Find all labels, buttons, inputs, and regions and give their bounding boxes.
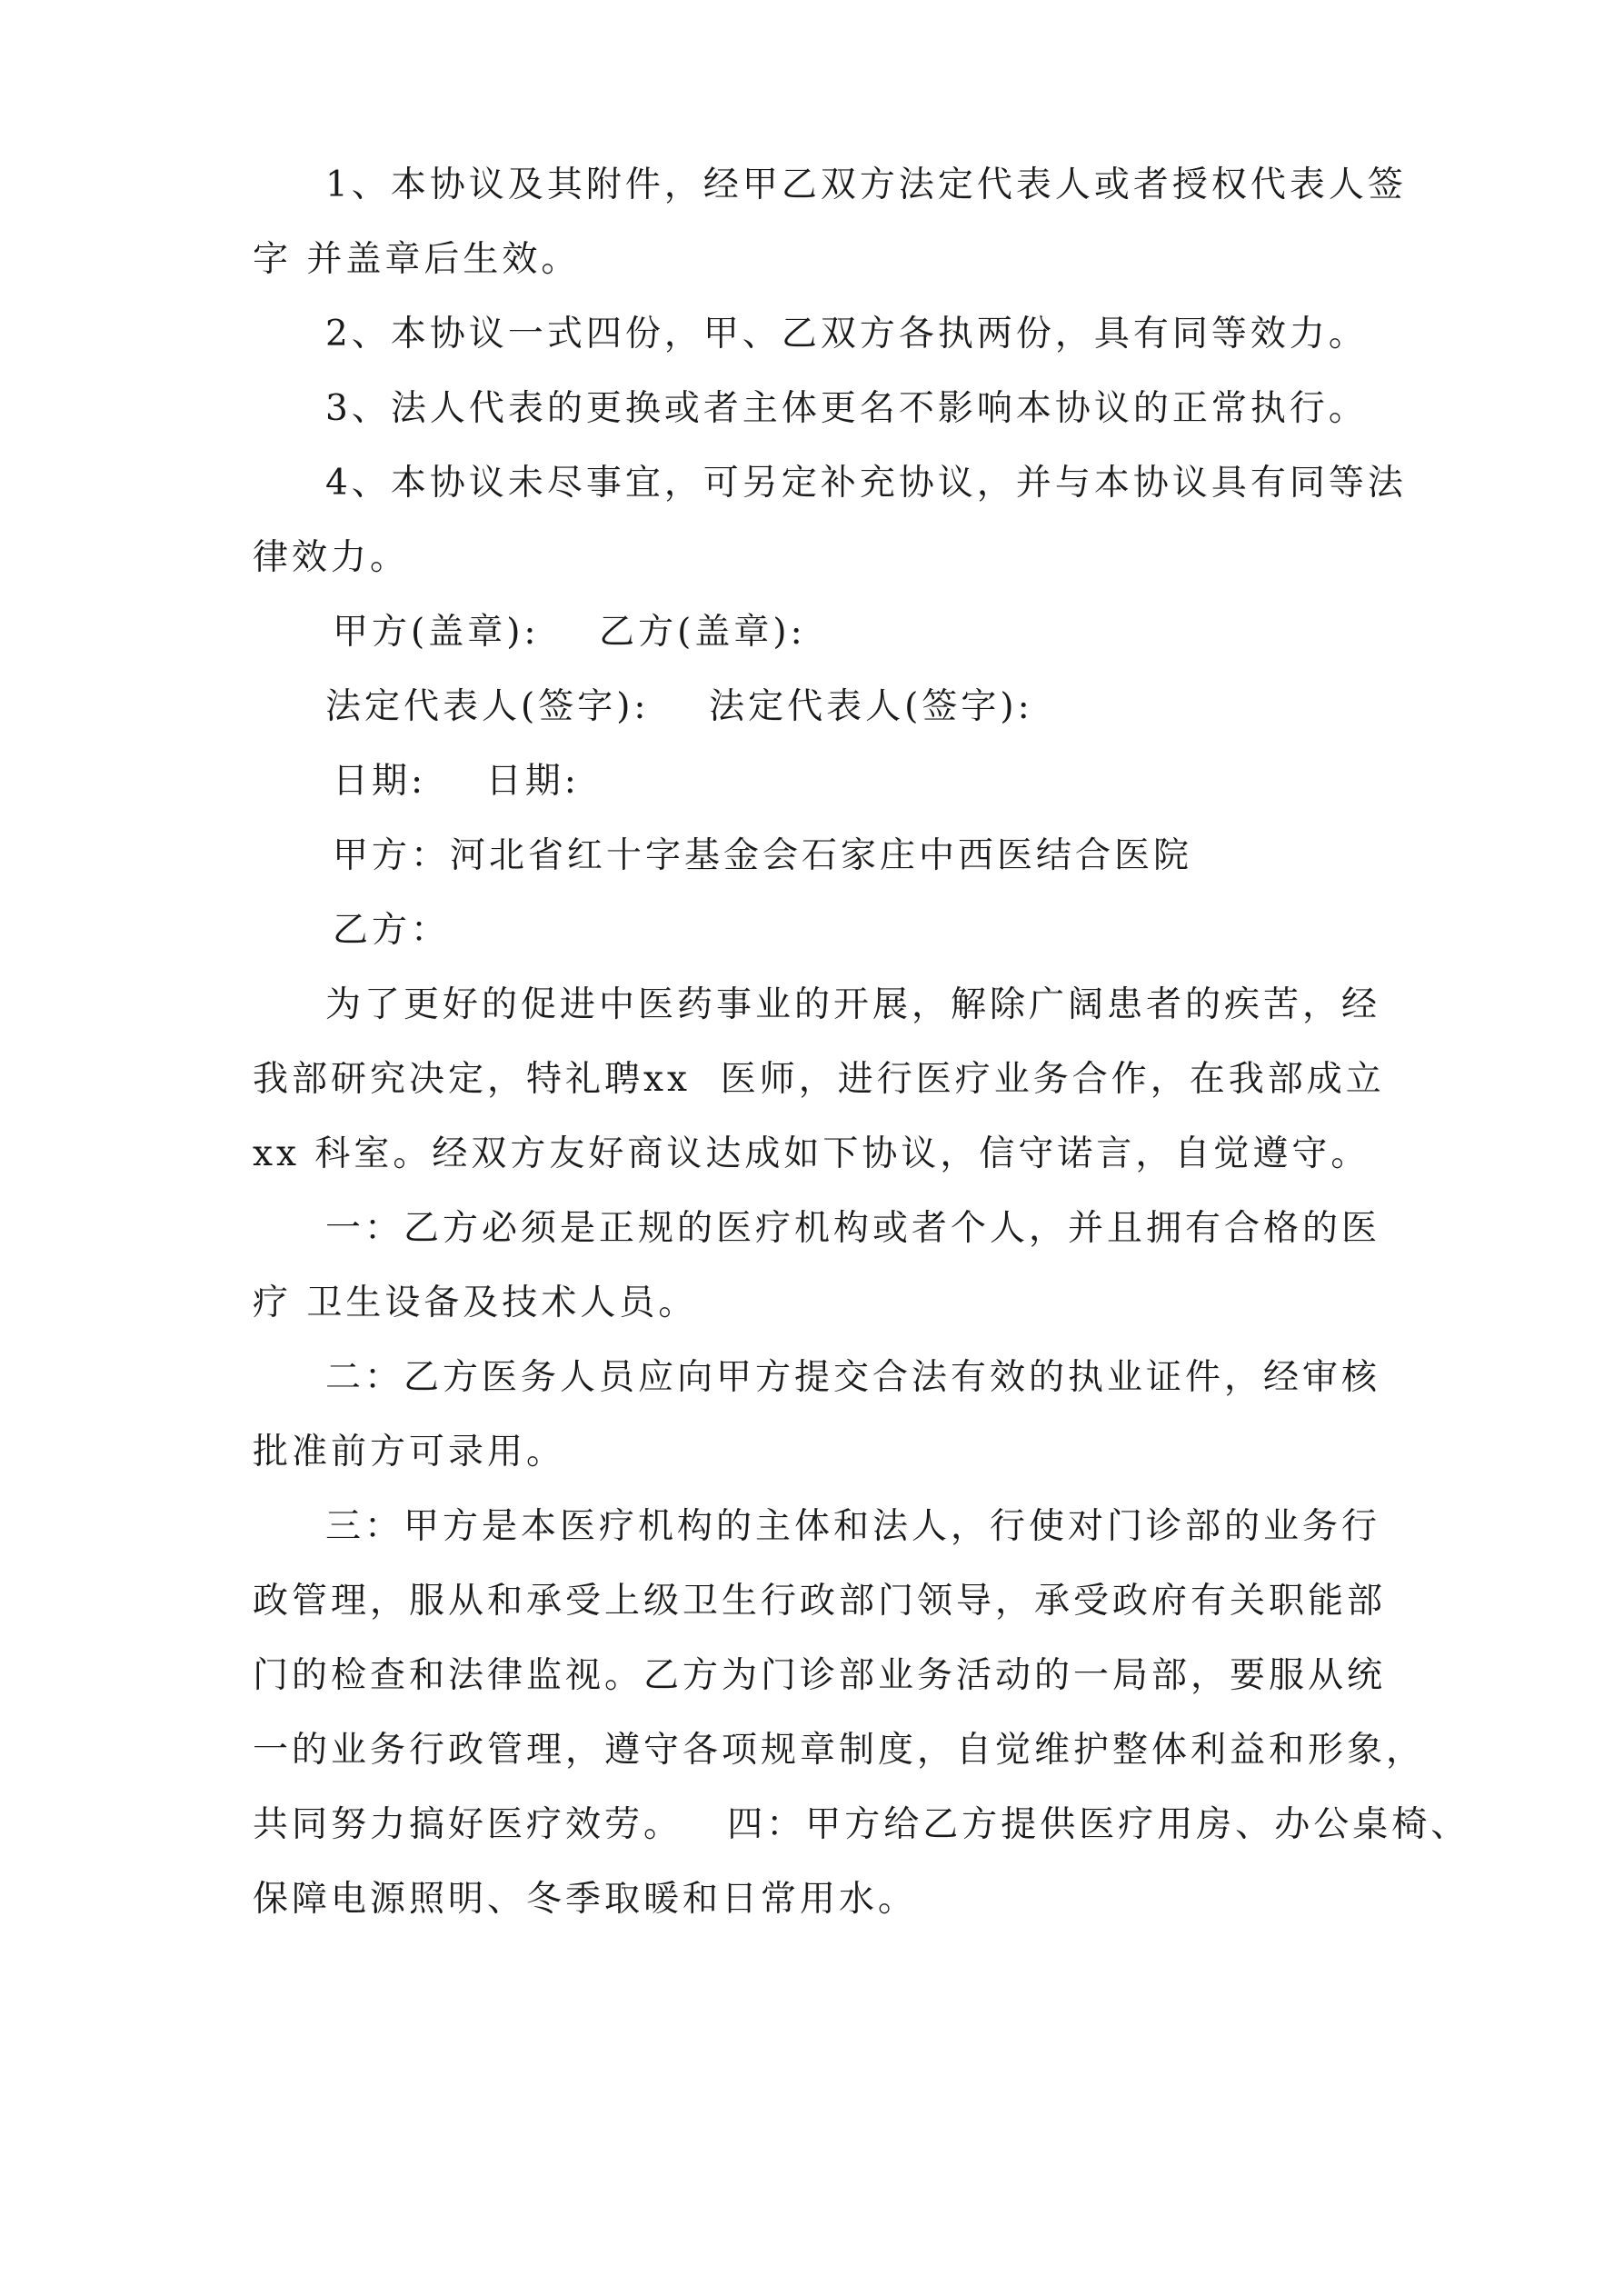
party-a: 甲方：河北省红十字基金会石家庄中西医结合医院 xyxy=(333,835,1193,876)
intro-line-2: 我部研究决定，特礼聘xx 医师，进行医疗业务合作，在我部成立 xyxy=(253,1059,1385,1100)
clause-1-line-2: 字 并盖章后生效。 xyxy=(253,239,581,280)
term-3-line-3: 门的检查和法律监视。乙方为门诊部业务活动的一局部，要服从统 xyxy=(253,1655,1387,1696)
intro-line-1: 为了更好的促进中医药事业的开展，解除广阔患者的疾苦，经 xyxy=(325,984,1381,1025)
clause-2: 2、本协议一式四份，甲、乙双方各执两份，具有同等效力。 xyxy=(325,314,1368,354)
clause-4-line-2: 律效力。 xyxy=(253,537,410,578)
clause-3: 3、法人代表的更换或者主体更名不影响本协议的正常执行。 xyxy=(325,388,1368,429)
term-3-line-5: 共同努力搞好医疗效劳。 四：甲方给乙方提供医疗用房、办公桌椅、 xyxy=(253,1804,1470,1845)
representative-signature-line: 法定代表人(签字): 法定代表人(签字): xyxy=(325,686,1033,727)
term-3-line-2: 政管理，服从和承受上级卫生行政部门领导，承受政府有关职能部 xyxy=(253,1581,1387,1622)
term-3-line-4: 一的业务行政管理，遵守各项规章制度，自觉维护整体利益和形象， xyxy=(253,1730,1426,1771)
term-1-line-2: 疗 卫生设备及技术人员。 xyxy=(253,1283,698,1323)
clause-4-line-1: 4、本协议未尽事宜，可另定补充协议，并与本协议具有同等法 xyxy=(325,463,1407,504)
seal-line: 甲方(盖章): 乙方(盖章): xyxy=(333,612,806,653)
term-1-line-1: 一：乙方必须是正规的医疗机构或者个人，并且拥有合格的医 xyxy=(325,1208,1381,1249)
clause-1-line-1: 1、本协议及其附件，经甲乙双方法定代表人或者授权代表人签 xyxy=(325,165,1407,205)
term-3-line-1: 三：甲方是本医疗机构的主体和法人，行使对门诊部的业务行 xyxy=(325,1506,1381,1547)
party-b: 乙方： xyxy=(333,910,451,951)
term-4-line-2: 保障电源照明、冬季取暖和日常用水。 xyxy=(253,1879,918,1920)
intro-line-3: xx 科室。经双方友好商议达成如下协议，信守诺言，自觉遵守。 xyxy=(253,1133,1370,1174)
term-2-line-2: 批准前方可录用。 xyxy=(253,1432,566,1472)
term-2-line-1: 二：乙方医务人员应向甲方提交合法有效的执业证件，经审核 xyxy=(325,1357,1381,1398)
date-line: 日期: 日期: xyxy=(333,761,580,802)
